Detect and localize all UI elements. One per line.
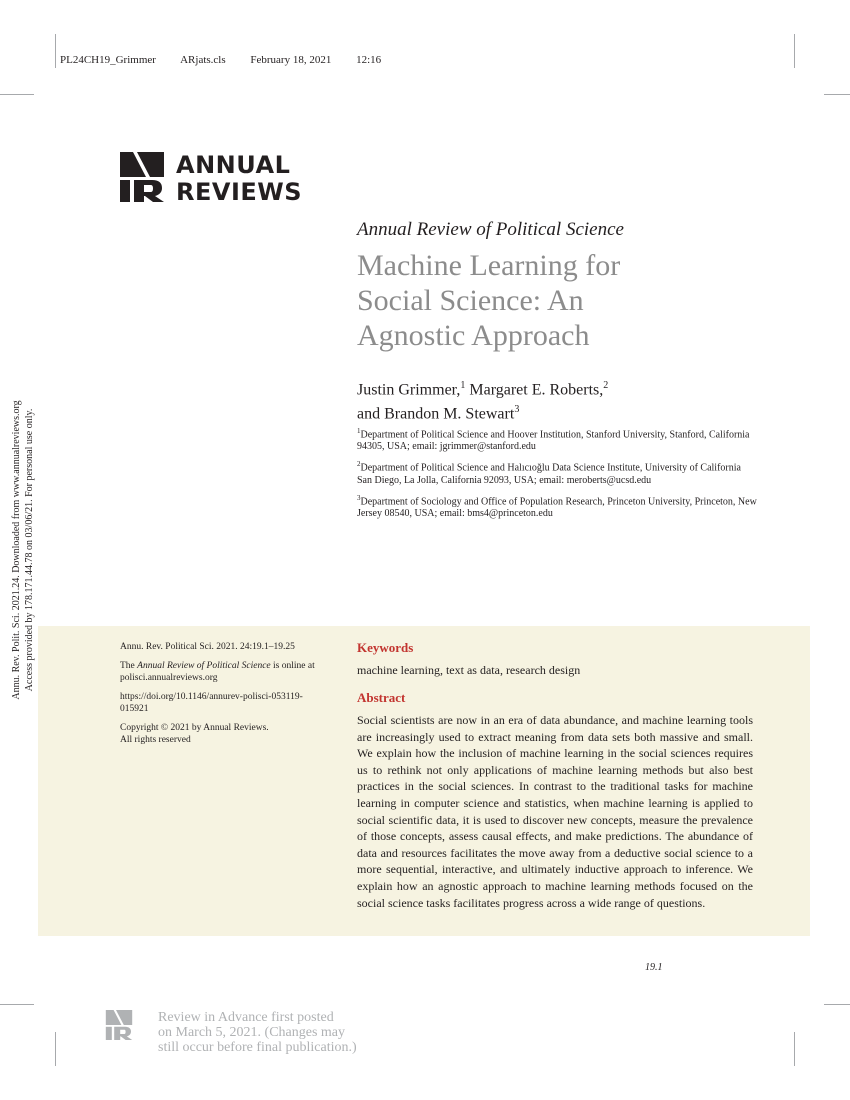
author-1-sup: 1	[460, 380, 466, 391]
annual-reviews-logo	[120, 152, 310, 204]
affiliation-2: $^2$Department of Political Science and Halıcıoğlu Data Science Institute, University of California San Diego, La Jolla, California 92093, USA; email: meroberts@ucsd.edu	[357, 460, 741, 486]
running-header	[60, 54, 403, 66]
author-3-sup: 3	[514, 404, 520, 416]
crop-mark-tr-v	[794, 34, 795, 68]
crop-mark-tl-h	[0, 94, 34, 95]
affiliation-1: $^1$Department of Political Science and Hoover Institution, Stanford University, Stanford, California 94305, USA; email: jgrimmer@stanford.edu	[357, 427, 750, 453]
header-cls: ARjats.cls	[180, 54, 226, 66]
copyright: Copyright © 2021 by Annual Reviews. All rights reserved	[120, 723, 269, 745]
ar-footer-logo-icon	[105, 1010, 133, 1040]
crop-mark-br-h	[824, 1004, 850, 1005]
side-note-line-2: Access provided by 178.171.44.78 on 03/06/21. For personal use only.	[24, 408, 35, 692]
crop-mark-bl-h	[0, 1004, 34, 1005]
author-list	[357, 376, 757, 425]
journal-name: Annual Review of Political Science	[357, 219, 624, 240]
download-side-note	[4, 380, 34, 720]
abstract-heading: Abstract	[357, 690, 406, 705]
citation: Annu. Rev. Political Sci. 2021. 24:19.1–19.25	[120, 642, 295, 652]
crop-mark-tl-v	[55, 34, 56, 68]
affiliations	[357, 425, 757, 525]
crop-mark-tr-h	[824, 94, 850, 95]
title-line-3: Agnostic Approach	[357, 319, 590, 352]
side-note-line-1: Annu. Rev. Polit. Sci. 2021.24. Downloaded from www.annualreviews.org	[11, 400, 22, 700]
crop-mark-bl-v	[55, 1032, 56, 1066]
author-1: Justin Grimmer,	[357, 381, 461, 399]
header-time: 12:16	[356, 54, 382, 66]
author-2: Margaret E. Roberts,	[465, 381, 604, 399]
keywords-heading: Keywords	[357, 640, 414, 655]
title-line-2: Social Science: An	[357, 284, 584, 317]
review-in-advance-note	[158, 1010, 378, 1055]
doi-link[interactable]: https://doi.org/10.1146/annurev-polisci-053119-015921	[120, 692, 303, 714]
affiliation-3: $^3$Department of Sociology and Office of Population Research, Princeton University, Princeton, New Jersey 08540, USA; email: bms4@princeton.edu	[357, 493, 757, 519]
article-title	[357, 248, 687, 353]
footer-line-3: still occur before final publication.)	[158, 1040, 357, 1055]
author-2-sup: 2	[603, 380, 609, 391]
article-metadata	[120, 641, 330, 753]
crop-mark-br-v	[794, 1032, 795, 1066]
keywords-text: machine learning, text as data, research design	[357, 663, 581, 677]
page-number: 19.1	[645, 962, 663, 973]
logo-word-reviews: REVIEWS	[176, 178, 303, 206]
footer-line-1: Review in Advance first posted	[158, 1010, 334, 1025]
ar-logo-icon	[120, 152, 164, 202]
header-date: February 18, 2021	[250, 54, 332, 66]
title-line-1: Machine Learning for	[357, 249, 621, 282]
abstract-text: Social scientists are now in an era of data abundance, and machine learning tools are increasingly used to extract meaning from data sets both massive and small. We explain how the inclusion of machine learning in the social sciences requires us to rethink not only applications of machine learning methods but also best practices in the social sciences. In contrast to the traditional tasks for machine learning in computer science and statistics, when machine learning is applied to social scientific data, it is used to discover new concepts, measure the prevalence of those concepts, assess causal effects, and make predictions. The abundance of data and resources facilitates the move away from a deductive social science to a more sequential, interactive, and ultimately inductive approach to inference. We explain how an agnostic approach to machine learning methods focused on the social science tasks facilitates progress across a wide range of questions.	[357, 713, 753, 910]
author-3: and Brandon M. Stewart	[357, 405, 515, 423]
footer-line-2: on March 5, 2021. (Changes may	[158, 1025, 346, 1040]
online-note: The Annual Review of Political Science is online at polisci.annualreviews.org	[120, 661, 315, 683]
logo-word-annual: ANNUAL	[176, 151, 291, 179]
header-file: PL24CH19_Grimmer	[60, 54, 156, 66]
